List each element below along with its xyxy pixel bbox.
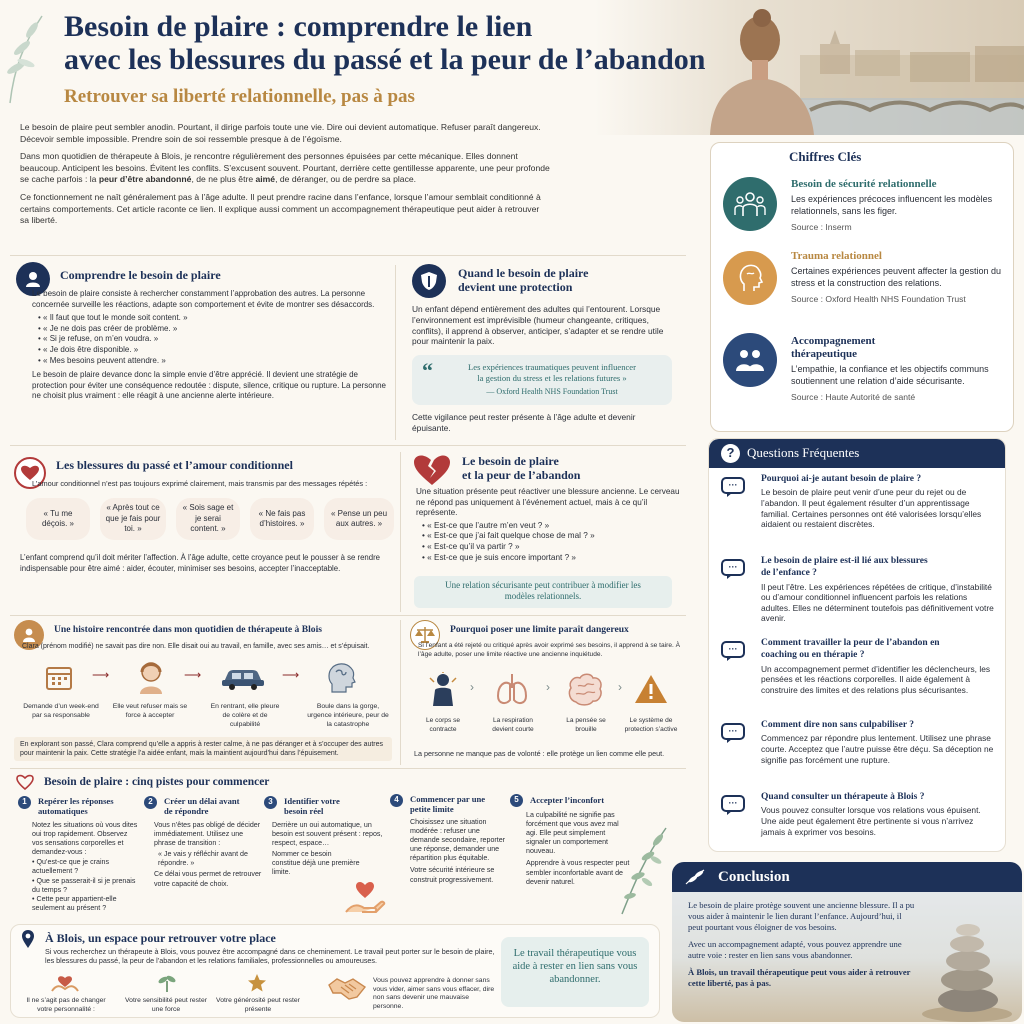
leaf-icon: [684, 868, 706, 886]
step-label: Elle veut refuser mais se force à accepter: [112, 703, 188, 719]
step-label: Le système de protection s’active: [624, 717, 678, 733]
protection-paragraph-1: Un enfant dépend entièrement des adultes qui l’entourent. Lorsque l’environnement est imprévisible (humeur changeante, critiques, conflits), il apprend à observer, anticiper, s’adapter et se rendre utile pour maintenir la paix.: [412, 304, 664, 347]
intro-paragraph-2: Dans mon quotidien de thérapeute à Blois, je rencontre régulièrement des personnes épuisées par cette mécanique. Elles donnent beaucoup. Anticipent les besoins. Évitent les conflits. S’excusent souvent. Pourtant, derrière cette gentillesse apparente, une peur profonde se cache parfois : la peur d’être abandonné, de ne plus être aimé, de déranger, ou de perdre sa place.: [20, 151, 550, 185]
chat-bubble-icon: ···: [721, 723, 745, 740]
abandon-title: Le besoin de plaire et la peur de l’abandon: [462, 454, 581, 482]
faq-panel: [708, 438, 1006, 852]
piste-body: Notez les situations où vous dites oui trop rapidement. Observez vos sensations corporelles et demandez-vous :: [32, 821, 138, 857]
blessures-intro: L’amour conditionnel n’est pas toujours exprimé clairement, mais transmis par des messages répétés :: [32, 479, 368, 488]
list-item: • Cette peur appartient-elle seulement au présent ?: [32, 895, 140, 913]
car-icon: [220, 666, 266, 690]
step-label: Demande d’un week-end par sa responsable: [23, 703, 99, 719]
chat-bubble-icon: ···: [721, 795, 745, 812]
faq-question: Quand consulter un thérapeute à Blois ?: [761, 792, 925, 802]
blessures-paragraph: L’enfant comprend qu’il doit mériter l’affection. À l’âge adulte, cette croyance peut le pousser à se rendre indispensable pour être aimé : aider, écouter, minimiser ses besoins, accepter l’inacceptable.: [20, 553, 381, 573]
chiffres-title: Chiffres Clés: [789, 149, 862, 164]
calendar-icon: [44, 662, 74, 692]
list-item: • « Si je refuse, on m’en voudra. »: [38, 334, 392, 345]
conclusion-title: Conclusion: [718, 869, 790, 885]
conclusion-panel: [672, 862, 1022, 1022]
chat-bubble-icon: ···: [721, 559, 745, 576]
faq-item[interactable]: [719, 473, 1001, 530]
piste-title: Créer un délai avant de répondre: [164, 796, 240, 816]
shield-icon: [412, 264, 446, 298]
list-item: • Que se passerait-il si je prenais du temps ?: [32, 877, 140, 895]
list-item: • « Mes besoins peuvent attendre. »: [38, 356, 392, 367]
protection-paragraph-2: Cette vigilance peut rester présente à l’âge adulte et devenir épuisante.: [412, 412, 636, 433]
divider: [395, 265, 396, 440]
faq-item[interactable]: [719, 719, 1001, 765]
histoire-title: Une histoire rencontrée dans mon quotidien de thérapeute à Blois: [54, 624, 323, 635]
section-protection: [410, 262, 685, 442]
piste-body: Choisissez une situation modérée : refuser une demande secondaire, reporter une réponse, demander une répartition plus équitable.: [410, 818, 506, 863]
piste-body: Vous n’êtes pas obligé de décider immédiatement. Utilisez une phrase de transition :: [154, 821, 261, 848]
histoire-intro: Clara (prénom modifié) ne savait pas dire non. Elle disait oui au travail, en famille, avec ses amis… et s’épuisait.: [22, 643, 370, 650]
list-item: • « Il faut que tout le monde soit content. »: [38, 313, 392, 324]
quote-bubble: « Après tout ce que je fais pour toi. »: [100, 498, 166, 540]
chevron-right-icon: ›: [618, 680, 622, 694]
faq-question: Comment travailler la peur de l’abandon en coaching ou en thérapie ?: [761, 638, 940, 661]
chat-bubble-icon: ···: [721, 477, 745, 494]
list-item: • « Est-ce que l’autre m’en veut ? »: [422, 521, 686, 532]
body-tension-icon: [428, 672, 458, 708]
piste-title: Commencer par une petite limite: [410, 794, 486, 814]
faq-title: Questions Fréquentes: [747, 445, 860, 460]
leaf-branch-icon: [614, 824, 670, 916]
list-item: • « Est-ce que j’ai fait quelque chose de mal ? »: [422, 531, 686, 542]
section-comprendre: [14, 262, 394, 442]
piste-body: Votre sécurité intérieure se construit progressivement.: [410, 866, 495, 884]
faq-item[interactable]: [719, 791, 1001, 837]
abandon-list: [416, 521, 686, 563]
intro-paragraph-1: Le besoin de plaire peut sembler anodin. Pourtant, il dirige parfois toute une vie. Dire oui devient automatique. Refuser paraît dangereux. Décevoir semble impossible. Prendre soin de soi ressemble presque à de l’égoïsme.: [20, 122, 541, 144]
arrow-icon: ⟶: [184, 668, 202, 682]
piste-title: Repérer les réponses automatiques: [38, 796, 114, 816]
piste-body: Derrière un oui automatique, un besoin est souvent présent : repos, respect, espace…: [272, 821, 383, 848]
piste-list: [32, 858, 140, 913]
quote-icon: “: [422, 358, 433, 383]
piste-body: Ce délai vous permet de retrouver votre capacité de choix.: [154, 870, 262, 888]
head-stress-icon: [324, 660, 358, 694]
intro-paragraph-3: Ce fonctionnement ne naît généralement pas à l’âge adulte. Il peut prendre racine dans l’enfance, lorsque l’amour semblait conditionné à certains comportements. Cet article raconte ce lien. Il explique aussi comment un accompagnement thérapeutique peut aider à retrouver sa liberté.: [20, 191, 541, 226]
star-icon: [247, 973, 267, 993]
faq-question: Pourquoi ai-je autant besoin de plaire ?: [761, 474, 922, 484]
sprout-icon: [157, 973, 177, 993]
faq-answer: Le besoin de plaire peut venir d’une peur du rejet ou de l’abandon. Il peut également résulter d’un apprentissage familial. Certaines personnes ont été valorisées lorsqu’elles aidaient ou restaient discrètes.: [761, 487, 982, 530]
heart-outline-icon: [16, 774, 34, 790]
chevron-right-icon: ›: [546, 680, 550, 694]
step-label: La pensée se brouille: [566, 717, 606, 733]
section-abandon: [410, 452, 685, 612]
head-icon: [723, 251, 777, 305]
header: [0, 0, 1024, 135]
quote-bubble: « Pense un peu aux autres. »: [324, 498, 394, 540]
comprendre-paragraph-1: Le besoin de plaire consiste à rechercher constamment l’approbation des autres. La personne concernée surveille les réactions, adapte son comportement et évite de montrer ses désaccords.: [32, 289, 375, 309]
blois-paragraph: Si vous recherchez un thérapeute à Blois, vous pouvez être accompagné dans ce cheminement. Le travail peut porter sur le besoin de plaire, les blessures du passé, la peur de l’abandon et les relations familiales, professionnelles ou amoureuses.: [45, 947, 495, 966]
location-pin-icon: [21, 929, 35, 949]
chiffre-text: Certaines expériences peuvent affecter la gestion du stress et la construction des relations.: [791, 266, 1001, 288]
limite-title: Pourquoi poser une limite paraît dangereux: [450, 624, 629, 635]
blois-icons: [17, 973, 497, 1019]
hero-illustration: [690, 0, 1024, 135]
divider: [400, 452, 401, 612]
question-icon: ?: [721, 444, 740, 463]
stacked-stones-icon: [922, 898, 1022, 1022]
blois-icon-label: Il ne s’agit pas de changer votre personnalité :: [26, 997, 106, 1013]
blois-quote: Le travail thérapeutique vous aide à rester en lien sans vous abandonner.: [501, 937, 649, 1007]
chiffres-cles-panel: [710, 142, 1014, 432]
divider: [10, 768, 686, 769]
chat-bubble-icon: ···: [721, 641, 745, 658]
step-label: Boule dans la gorge, urgence intérieure, peur de la catastrophe: [307, 703, 389, 728]
blessures-title: Les blessures du passé et l’amour conditionnel: [56, 458, 293, 472]
people-icon: [723, 333, 777, 387]
section-pistes: [14, 772, 684, 922]
chiffre-title: Trauma relationnel: [791, 250, 882, 262]
list-item: • « Est-ce qu’il va partir ? »: [422, 542, 686, 553]
brain-icon: [566, 672, 604, 708]
chiffre-source: Source : Haute Autorité de santé: [791, 392, 916, 403]
section-blois: [10, 924, 660, 1018]
broken-heart-icon: [414, 454, 450, 486]
chiffre-text: L’empathie, la confiance et les objectifs communs soutiennent une relation d’aide sécurisante.: [791, 364, 989, 386]
comprendre-paragraph-2: Le besoin de plaire devance donc la simple envie d’être apprécié. Il devient une stratégie de protection pour éviter une conséquence redoutée : dispute, silence, critique ou rupture. La personne ne choisit plus vraiment : elle réagit à une ancienne alerte intérieure.: [32, 370, 387, 401]
leaf-decoration-icon: [2, 8, 48, 108]
section-limite: [410, 620, 685, 765]
step-number: 3: [264, 796, 277, 809]
divider: [400, 620, 401, 765]
conclusion-paragraph-3: À Blois, un travail thérapeutique peut vous aider à retrouver cette liberté, pas à pas.: [688, 967, 911, 988]
step-label: La respiration devient courte: [492, 717, 534, 733]
abandon-highlight: Une relation sécurisante peut contribuer à modifier les modèles relationnels.: [414, 576, 672, 608]
piste-body: « Je vais y réfléchir avant de répondre. »: [158, 850, 248, 868]
list-item: • Qu’est-ce que je crains actuellement ?: [32, 858, 140, 876]
chiffre-text: Les expériences précoces influencent les modèles relationnels, sans les figer.: [791, 194, 993, 216]
faq-answer: Vous pouvez consulter lorsque vos relations vous épuisent. Une aide peut également être pertinente si vous n’arrivez jamais à exprimer vos besoins.: [761, 805, 981, 837]
heart-hand-icon: [344, 878, 386, 918]
histoire-steps: [14, 660, 396, 730]
page-title: Besoin de plaire : comprendre le lien avec les blessures du passé et la peur de l’abandon: [64, 10, 706, 76]
chiffre-title: Accompagnement thérapeutique: [791, 335, 876, 360]
abandon-paragraph: Une situation présente peut réactiver une blessure ancienne. Le cerveau ne répond pas uniquement à l’événement actuel, mais à ce qu’il représente.: [416, 487, 680, 518]
comprendre-title: Comprendre le besoin de plaire: [60, 268, 221, 282]
bubble-row: [26, 498, 396, 542]
list-item: • « Est-ce que je suis encore important ? »: [422, 553, 686, 564]
chiffre-source: Source : Oxford Health NHS Foundation Trust: [791, 294, 966, 305]
step-number: 1: [18, 796, 31, 809]
pistes-title: Besoin de plaire : cinq pistes pour commencer: [44, 776, 270, 788]
piste-body: La culpabilité ne signifie pas forcément que vous avez mal agi. Elle peut simplement signaler un comportement nouveau.: [526, 811, 619, 856]
piste-body: Apprendre à vous respecter peut sembler inconfortable avant de devenir naturel.: [526, 859, 630, 886]
blois-icon-label: Votre sensibilité peut rester une force: [125, 997, 207, 1013]
blois-icon-label: Vous pouvez apprendre à donner sans vous vider, aimer sans vous effacer, dire non sans devenir une mauvaise personne.: [373, 977, 495, 1010]
step-number: 5: [510, 794, 523, 807]
chevron-right-icon: ›: [470, 680, 474, 694]
limite-paragraph: La personne ne manque pas de volonté : elle protège un lien comme elle peut.: [414, 749, 665, 758]
quote-bubble: « Ne fais pas d’histoires. »: [250, 498, 314, 540]
page-subtitle: Retrouver sa liberté relationnelle, pas à pas: [64, 86, 415, 107]
faq-answer: Commencez par répondre plus lentement. Utilisez une phrase courte. Acceptez que l’autre puisse être déçu. Sa déception ne signifie pas forcément une rupture.: [761, 733, 994, 765]
limite-intro: Si l’enfant a été rejeté ou critiqué après avoir exprimé ses besoins, il apprend à se taire. À l’âge adulte, poser une limite réactive une ancienne inquiétude.: [418, 642, 681, 658]
arrow-icon: ⟶: [92, 668, 110, 682]
faq-question: Comment dire non sans culpabiliser ?: [761, 720, 914, 730]
blois-title: À Blois, un espace pour retrouver votre place: [45, 931, 276, 945]
comprendre-list: [32, 313, 392, 366]
quote-bubble: « Tu me déçois. »: [26, 498, 90, 540]
arrow-icon: ⟶: [282, 668, 300, 682]
step-number: 4: [390, 794, 403, 807]
piste-body: Nommer ce besoin constitue déjà une première limite.: [272, 850, 360, 877]
piste-title: Accepter l’inconfort: [530, 795, 605, 805]
list-item: • « Je ne dois pas créer de problème. »: [38, 324, 392, 335]
conclusion-header: [672, 862, 1022, 892]
warning-icon: [634, 674, 668, 704]
heart-hands-icon: [51, 973, 79, 993]
quote-bubble: « Sois sage et je serai content. »: [176, 498, 240, 540]
histoire-note: En explorant son passé, Clara comprend qu’elle a appris à rester calme, à ne pas déranger et à s’occuper des autres pour maintenir la paix. Cette stratégie l’a aidée enfant, mais la maintient aujourd’hui dans l’épuisement.: [14, 737, 392, 761]
group-icon: [723, 177, 777, 231]
faq-item[interactable]: [719, 555, 1001, 624]
intro-section: [20, 122, 550, 227]
divider: [10, 445, 686, 446]
chiffre-title: Besoin de sécurité relationnelle: [791, 178, 937, 190]
chiffre-source: Source : Inserm: [791, 222, 852, 233]
faq-question: Le besoin de plaire est-il lié aux blessures de l’enfance ?: [761, 556, 928, 579]
step-label: En rentrant, elle pleure de colère et de culpabilité: [210, 703, 280, 728]
faq-header: [709, 439, 1006, 468]
faq-item[interactable]: [719, 637, 1001, 695]
divider: [10, 255, 686, 256]
section-blessures: [14, 452, 396, 612]
section-histoire: [14, 620, 396, 765]
divider: [10, 615, 686, 616]
faq-answer: Il peut l’être. Les expériences répétées de critique, d’instabilité ou d’amour conditionnel influencent parfois les relations adultes. Elles ne déterminent toutefois pas définitivement votre avenir.: [761, 581, 994, 624]
step-number: 2: [144, 796, 157, 809]
list-item: • « Je dois être disponible. »: [38, 345, 392, 356]
handshake-icon: [327, 975, 367, 1001]
limite-steps: [410, 670, 685, 740]
blois-icon-label: Votre générosité peut rester présente: [216, 997, 300, 1013]
protection-title: Quand le besoin de plaire devient une protection: [458, 266, 589, 294]
conclusion-paragraph-2: Avec un accompagnement adapté, vous pouvez apprendre une autre voie : rester en lien sans vous abandonner.: [688, 939, 902, 960]
protection-quote: “ Les expériences traumatiques peuvent influencer la gestion du stress et les relations futures » — Oxford Health NHS Foundation Trust: [412, 355, 672, 405]
woman-icon: [136, 660, 166, 694]
piste-title: Identifier votre besoin réel: [284, 796, 340, 816]
lungs-icon: [494, 672, 530, 708]
step-label: Le corps se contracte: [425, 717, 461, 733]
conclusion-paragraph-1: Le besoin de plaire protège souvent une ancienne blessure. Il a pu vous aider à maintenir le lien durant l’enfance. Aujourd’hui, il peut pourtant vous éloigner de vos besoins.: [688, 900, 915, 932]
faq-answer: Un accompagnement permet d’identifier les déclencheurs, les pensées et les réactions corporelles. Il aide également à construire des limites et des relations plus sécurisantes.: [761, 663, 991, 695]
